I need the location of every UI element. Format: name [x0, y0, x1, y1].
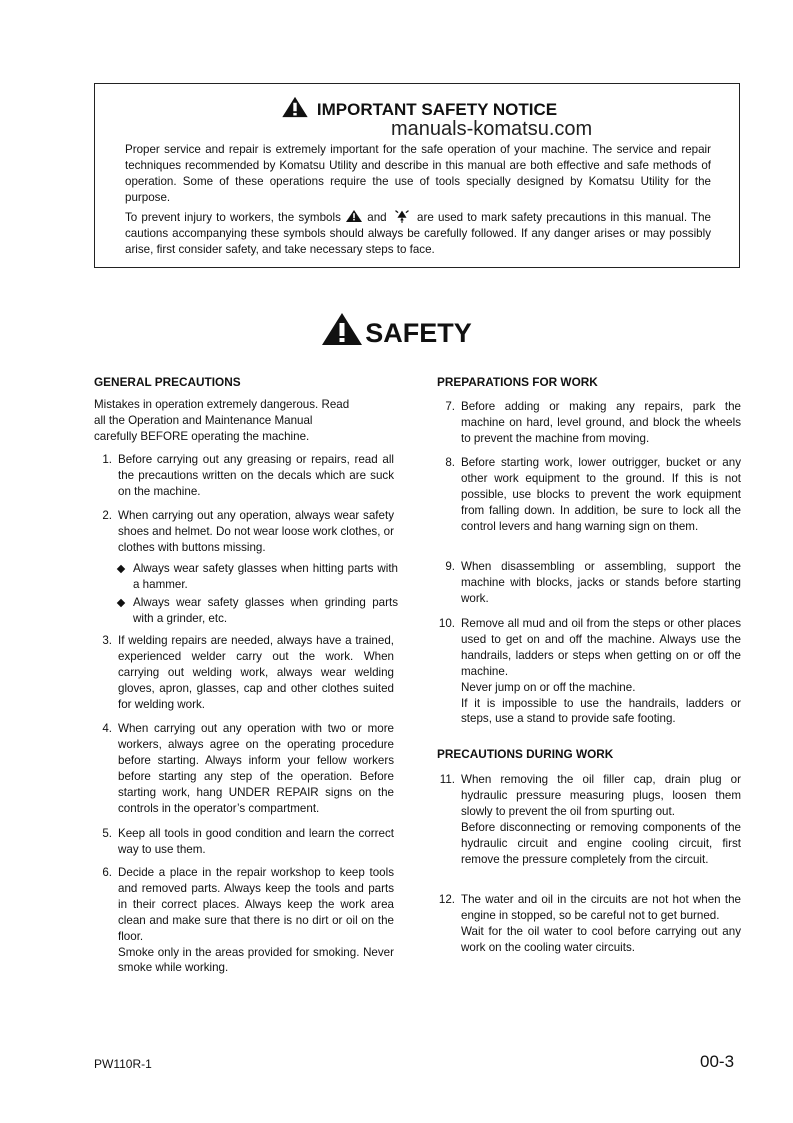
list-item: 5. Keep all tools in good condition and learn the correct way to use them.: [102, 827, 394, 856]
general-intro: Mistakes in operation extremely dangerous. Read all the Operation and Maintenance Manual carefully BEFORE operating the machine.: [94, 398, 350, 443]
list-item: 1. Before carrying out any greasing or repairs, read all the precautions written on the decals which are suck on the machine.: [102, 453, 394, 498]
warning-triangle-icon: [279, 96, 311, 118]
notice-paragraph-2: To prevent injury to workers, the symbols and are used to mark safety precautions in this manual. The cautions accompanying these symbols should always be carefully followed. If any danger arises or may possibly arise, first consider safety, and take necessary steps to face.: [125, 211, 712, 256]
footer-model: PW110R-1: [94, 1057, 152, 1071]
bullet-item: Always wear safety glasses when hitting parts with a hammer.: [118, 561, 398, 593]
warning-triangle-icon: [345, 210, 363, 222]
list-item: 12. The water and oil in the circuits are not hot when the engine in stopped, so be careful not to get burned. Wait for the oil water to cool before carrying out any work on the cooling water circuits.: [438, 893, 741, 954]
safety-title: SAFETY: [0, 312, 793, 350]
during-work-heading: PRECAUTIONS DURING WORK: [437, 747, 614, 761]
important-safety-notice-box: [94, 83, 740, 268]
list-item: 3. If welding repairs are needed, always have a trained, experienced welder carry out the work. When carrying out welding work, always wear welding gloves, apron, glasses, cap and other clothes suited for welding work.: [102, 634, 394, 711]
notice-title: IMPORTANT SAFETY NOTICE: [95, 96, 741, 120]
general-precautions-heading: GENERAL PRECAUTIONS: [94, 375, 241, 389]
warning-explosion-icon: [391, 210, 413, 223]
list-item: 6. Decide a place in the repair workshop to keep tools and removed parts. Always keep the tools and parts in their correct places. Always keep the work area clean and make sure that there is no dirt or oil on the floor. Smoke only in the areas provided for smoking. Never smoke while working.: [102, 866, 394, 975]
list-item: 2. When carrying out any operation, always wear safety shoes and helmet. Do not wear loose work clothes, or clothes with buttons missing.: [102, 509, 394, 554]
list-item: 8. Before starting work, lower outrigger, bucket or any other work equipment to the ground. If this is not possible, use blocks to prevent the work equipment from falling down. In addition, be sure to lock all the control levers and hang warning sign on them.: [445, 456, 741, 533]
list-item: 10. Remove all mud and oil from the steps or other places used to get on and off the machine. Always use the handrails, ladders or steps when getting on or off the machine. Never jump on or off the machine. If it is impossible to use the handrails, ladders or steps, use a stand to provide safe footing.: [438, 617, 741, 726]
bullet-item: Always wear safety glasses when grinding parts with a grinder, etc.: [118, 595, 398, 627]
list-item: 11. When removing the oil filler cap, drain plug or hydraulic pressure measuring plugs, loosen them slowly to prevent the oil from spurting out. Before disconnecting or removing components of the hydraulic circuit and engine cooling circuit, first remove the pressure completely from the circuit.: [439, 773, 741, 866]
watermark: manuals-komatsu.com: [391, 118, 593, 140]
list-item: 9. When disassembling or assembling, support the machine with blocks, jacks or stands before starting work.: [445, 560, 741, 605]
bullet-icon: [117, 599, 125, 607]
page-number: 00-3: [700, 1052, 735, 1071]
list-item: 7. Before adding or making any repairs, park the machine on hard, level ground, and block the wheels to prevent the machine from moving.: [445, 400, 741, 445]
warning-triangle-icon: [321, 312, 363, 346]
preparations-heading: PREPARATIONS FOR WORK: [437, 375, 598, 389]
notice-paragraph-1: Proper service and repair is extremely important for the safe operation of your machine. The service and repair techniques recommended by Komatsu Utility and describe in this manual are both effective and safe methods of operation. Some of these operations require the use of tools specially designed by Komatsu Utility for the purpose.: [125, 143, 711, 204]
bullet-icon: [117, 565, 125, 573]
list-item: 4. When carrying out any operation with two or more workers, always agree on the operating procedure before starting. Always inform your fellow workers before starting any step of the operation. Before starting work, hang UNDER REPAIR signs on the controls in the operator’s compartment.: [102, 722, 394, 815]
